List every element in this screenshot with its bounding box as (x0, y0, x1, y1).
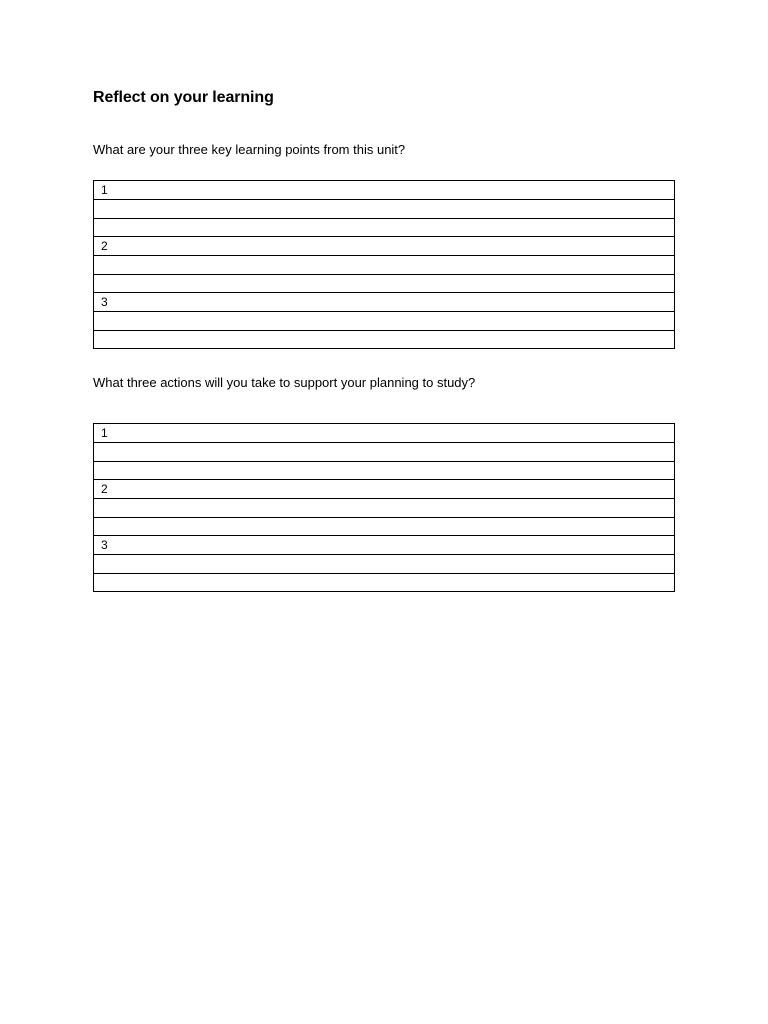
table-row (94, 517, 675, 536)
table-cell[interactable] (94, 312, 675, 331)
table-cell[interactable] (94, 330, 675, 349)
table-cell[interactable]: 1 (94, 181, 675, 200)
table-row (94, 256, 675, 275)
table-cell[interactable]: 1 (94, 424, 675, 443)
table-cell[interactable] (94, 443, 675, 462)
table-row (94, 461, 675, 480)
table-row (94, 237, 675, 256)
table-cell[interactable]: 3 (94, 536, 675, 555)
table-row (94, 499, 675, 518)
table-cell[interactable] (94, 200, 675, 219)
table-row (94, 573, 675, 592)
table-cell[interactable] (94, 461, 675, 480)
table-cell[interactable] (94, 555, 675, 574)
table-row (94, 555, 675, 574)
actions-question: What three actions will you take to support your planning to study? (93, 375, 476, 390)
table-cell[interactable] (94, 274, 675, 293)
table-row (94, 293, 675, 312)
table-row (94, 443, 675, 462)
table-row (94, 312, 675, 331)
table-row (94, 536, 675, 555)
table-cell[interactable] (94, 256, 675, 275)
table-cell[interactable] (94, 573, 675, 592)
table-row (94, 330, 675, 349)
table-cell[interactable]: 3 (94, 293, 675, 312)
table-cell[interactable]: 2 (94, 480, 675, 499)
table-row (94, 200, 675, 219)
learning-points-table (93, 180, 675, 349)
table-cell[interactable] (94, 218, 675, 237)
table-row (94, 181, 675, 200)
table-row (94, 274, 675, 293)
table-row (94, 424, 675, 443)
table-cell[interactable] (94, 517, 675, 536)
table-cell[interactable]: 2 (94, 237, 675, 256)
page-title: Reflect on your learning (93, 89, 274, 106)
table-row (94, 218, 675, 237)
table-cell[interactable] (94, 499, 675, 518)
actions-table (93, 423, 675, 592)
table-row (94, 480, 675, 499)
learning-points-question: What are your three key learning points from this unit? (93, 142, 406, 157)
